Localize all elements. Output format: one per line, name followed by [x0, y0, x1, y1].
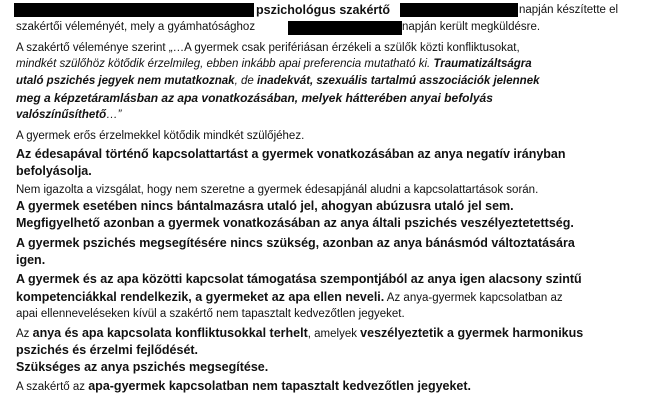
quote-text: …” [106, 109, 122, 121]
quote-text: mindkét szülőhöz kötődik érzelmileg, ebben inkább apai preferencia mutatható ki. [16, 58, 431, 70]
bold-text: kompetenciákkal rendelkezik, a gyermeket az apa ellen neveli. [16, 290, 385, 304]
bold-text: veszélyeztetik a gyermek harmonikus [360, 326, 584, 340]
expert-role: pszichológus szakértő [256, 3, 391, 17]
redaction-bar [14, 3, 254, 17]
quote-emphasis: Traumatizáltságra [430, 58, 532, 70]
doc-line: apai ellenneveléseken kívül a szakértő nem tapasztalt kedvezőtlen jegyeket. [16, 308, 405, 320]
doc-line: A gyermek és az apa közötti kapcsolat támogatása szempontjából az anya igen alacsony szintű [16, 272, 582, 286]
doc-line: Szükséges az anya pszichés megsegítése. [16, 360, 269, 374]
redaction-bar [288, 21, 402, 35]
bold-text: anya és apa kapcsolata konfliktusokkal terhelt [32, 326, 308, 340]
doc-line: A gyermek pszichés megsegítésére nincs szükség, azonban az anya bánásmód változtatására [16, 236, 575, 250]
plain-text: Az [16, 328, 33, 340]
quote-emphasis: utaló pszichés jegyek nem mutatkoznak [16, 75, 235, 87]
doc-line: Megfigyelhető azonban a gyermek vonatkozásában az anya általi pszichés veszélyeztetettség. [16, 216, 574, 230]
doc-line [16, 325, 583, 342]
quote-line [16, 73, 540, 89]
doc-line: Nem igazolta a vizsgálat, hogy nem szeretne a gyermek édesapjánál aludni a kapcsolattartások során. [16, 184, 539, 196]
quote-line: A szakértő véleménye szerint „…A gyermek csak perifériásan érzékeli a szülők közti konfliktusokat, [16, 42, 520, 54]
doc-line: napján került megküldésre. [402, 21, 541, 33]
doc-line [16, 289, 563, 306]
doc-line: A gyermek erős érzelmekkel kötődik mindkét szülőjéhez. [16, 130, 305, 142]
doc-line: befolyásolja. [16, 164, 92, 178]
quote-line: meg a képzetáramlásban az apa vonatkozásában, melyek hátterében anyai befolyás [16, 91, 493, 105]
doc-line [16, 378, 471, 395]
doc-line: igen. [16, 253, 46, 267]
quote-emphasis: valószínűsíthető [16, 109, 107, 121]
quote-line [16, 107, 121, 123]
doc-line: A gyermek esetében nincs bántalmazásra utaló jel, ahogyan abúzusra utaló jel sem. [16, 199, 514, 213]
plain-text: A szakértő az [16, 381, 89, 393]
bold-text: apa-gyermek kapcsolatban nem tapasztalt kedvezőtlen jegyeket. [88, 379, 472, 393]
date-text: napján készítette el [519, 4, 619, 16]
quote-line [16, 56, 532, 72]
doc-line: Az édesapával történő kapcsolattartást a gyermek vonatkozásában az anya negatív irányban [16, 147, 566, 161]
redaction-bar [400, 3, 518, 17]
doc-line: pszichés és érzelmi fejlődését. [16, 343, 199, 357]
doc-line: szakértői véleményét, mely a gyámhatósághoz [16, 21, 256, 33]
expert-title [256, 2, 390, 19]
plain-text: Az anya-gyermek kapcsolatban az [384, 292, 563, 304]
quote-emphasis: inadekvát, szexuális tartalmú asszociációk jelennek [256, 75, 540, 87]
plain-text: , amelyek [307, 328, 361, 340]
quote-text: , de [234, 75, 257, 87]
